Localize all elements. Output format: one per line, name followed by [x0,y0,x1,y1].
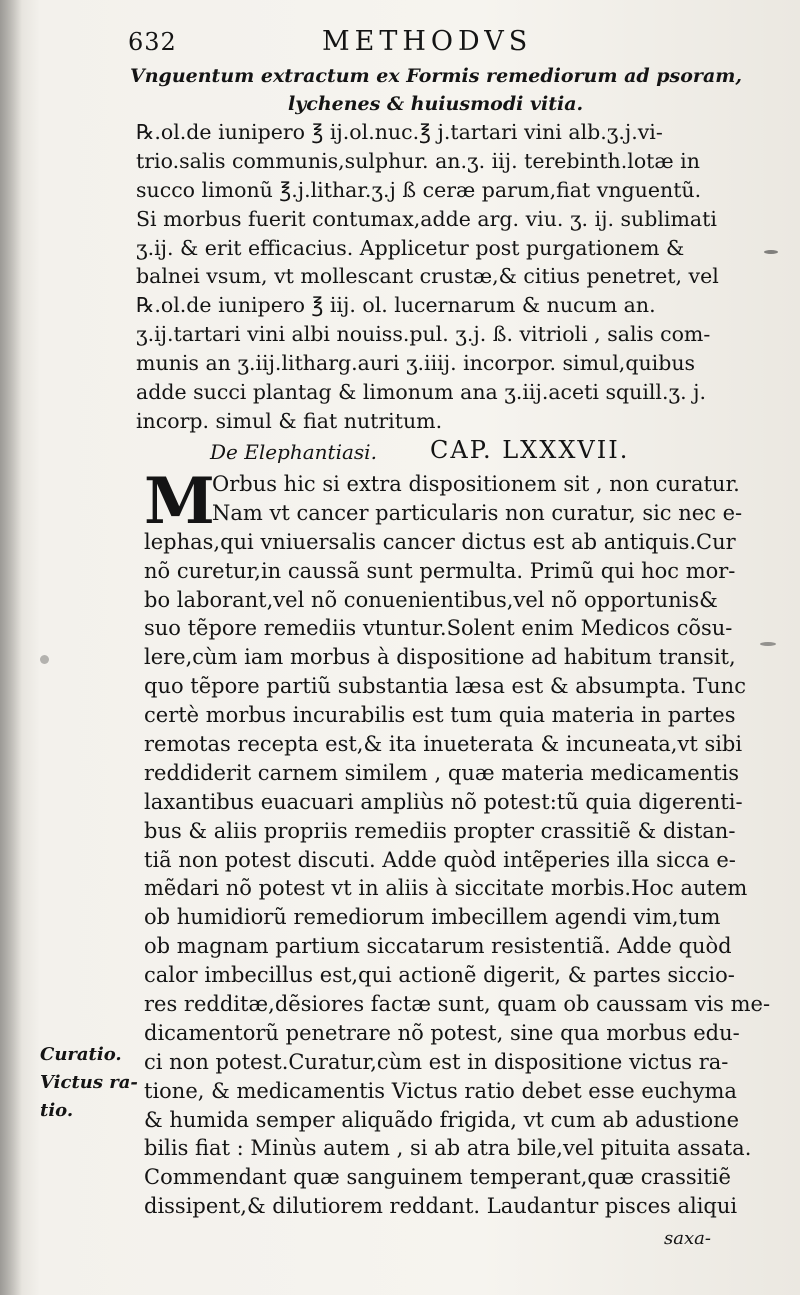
ink-spot [40,655,49,664]
recipe-heading [130,62,750,118]
text-line: reddiderit carnem similem , quæ materia medicamentis [144,760,740,785]
text-line: bo laborant,vel nõ conuenientibus,vel nõ opportunis& [144,587,718,612]
recipe-heading-line: lychenes & huiusmodi vitia. [288,93,584,115]
chapter-number: CAP. LXXXVII. [430,436,630,464]
ink-mark [760,642,776,646]
catchword: saxa- [664,1228,711,1249]
text-line: trio.salis communis,sulphur. an.ʒ. iij. terebinth.lotæ in [136,148,700,173]
chapter-paragraph [144,464,771,1221]
text-line: ob magnam partium siccatarum resistentiã. Adde quòd [144,934,732,959]
ink-mark [764,250,778,254]
text-line: ℞.ol.de iunipero ℥ ij.ol.nuc.℥ j.tartari vini alb.ʒ.j.vi- [136,120,663,144]
drop-capital: M [144,464,215,539]
text-line: balnei vsum, vt mollescant crustæ,& citius penetret, vel [136,264,719,289]
text-line: ℞.ol.de iunipero ℥ iij. ol. lucernarum & nucum an. [136,293,656,318]
text-line: laxantibus euacuari ampliùs nõ potest:tũ quia digerenti- [144,789,743,814]
text-line: ob humidiorũ remediorum imbecillem agendi vim,tum [144,905,721,930]
text-line: remotas recepta est,& ita inueterata & incuneata,vt sibi [144,732,743,757]
text-line: dicamentorũ penetrare nõ potest, sine qua morbus edu- [144,1020,740,1045]
page-header [0,22,800,62]
binding-shadow [0,0,22,1295]
text-line: & humida semper aliquãdo frigida, vt cum ab adustione [144,1107,740,1132]
margin-note: Curatio. [40,1044,122,1065]
recipe-heading-line: Vnguentum extractum ex Formis remediorum ad psoram, [130,65,742,87]
text-line: bilis fiat : Minùs autem , si ab atra bile,vel pituita assata. [144,1136,752,1161]
text-line: lere,cùm iam morbus à dispositione ad habitum transit, [144,645,736,670]
text-line: Orbus hic si extra dispositionem sit , non curatur. [212,472,740,496]
text-line: munis an ʒ.iij.litharg.auri ʒ.iiij. incorpor. simul,quibus [136,351,696,376]
text-line: ci non potest.Curatur,cùm est in dispositione victus ra- [144,1049,729,1074]
text-line: lephas,qui vniuersalis cancer dictus est ab antiquis.Cur [144,529,736,554]
text-line: mẽdari nõ potest vt in aliis à siccitate morbis.Hoc autem [144,876,748,901]
chapter-heading [210,436,730,468]
text-line: tiã non potest discuti. Adde quòd intẽperies illa sicca e- [144,847,736,872]
text-line: certè morbus incurabilis est tum quia materia in partes [144,703,736,728]
margin-note: tio. [40,1100,74,1121]
margin-note: Victus ra- [40,1072,138,1093]
text-line: Si morbus fuerit contumax,adde arg. viu. ʒ. ij. sublimati [136,206,717,231]
chapter-title: De Elephantiasi. [210,440,377,464]
text-line: adde succi plantag & limonum ana ʒ.iij.aceti squill.ʒ. j. [136,380,706,405]
text-line: Nam vt cancer particularis non curatur, sic nec e- [212,500,743,525]
text-line: incorp. simul & fiat nutritum. [136,408,443,433]
text-line: Commendant quæ sanguinem temperant,quæ crassitiẽ [144,1165,731,1190]
margin-notes [40,1041,140,1125]
text-line: ʒ.ij. & erit efficacius. Applicetur post purgationem & [136,235,685,260]
text-line: res redditæ,dẽsiores factæ sunt, quam ob caussam vis me- [144,992,771,1017]
text-line: bus & aliis propriis remediis propter crassitiẽ & distan- [144,818,736,843]
page-number: 632 [128,28,177,56]
text-line: suo tẽpore remediis vtuntur.Solent enim Medicos cõsu- [144,616,733,641]
text-line: nõ curetur,in caussã sunt permulta. Primũ qui hoc mor- [144,558,736,583]
text-line: dissipent,& dilutiorem reddant. Laudantur pisces aliqui [144,1194,738,1219]
recipe-text [136,118,736,436]
running-title: METHODVS [322,26,533,57]
text-line: ʒ.ij.tartari vini albi nouiss.pul. ʒ.j. ß. vitrioli , salis com- [136,322,711,347]
text-line: succo limonũ ℥.j.lithar.ʒ.j ß ceræ parum,fiat vnguentũ. [136,177,702,202]
text-line: quo tẽpore partiũ substantia læsa est & absumpta. Tunc [144,674,746,699]
text-line: tione, & medicamentis Victus ratio debet esse euchyma [144,1078,737,1103]
text-line: calor imbecillus est,qui actionẽ digerit, & partes siccio- [144,963,735,988]
